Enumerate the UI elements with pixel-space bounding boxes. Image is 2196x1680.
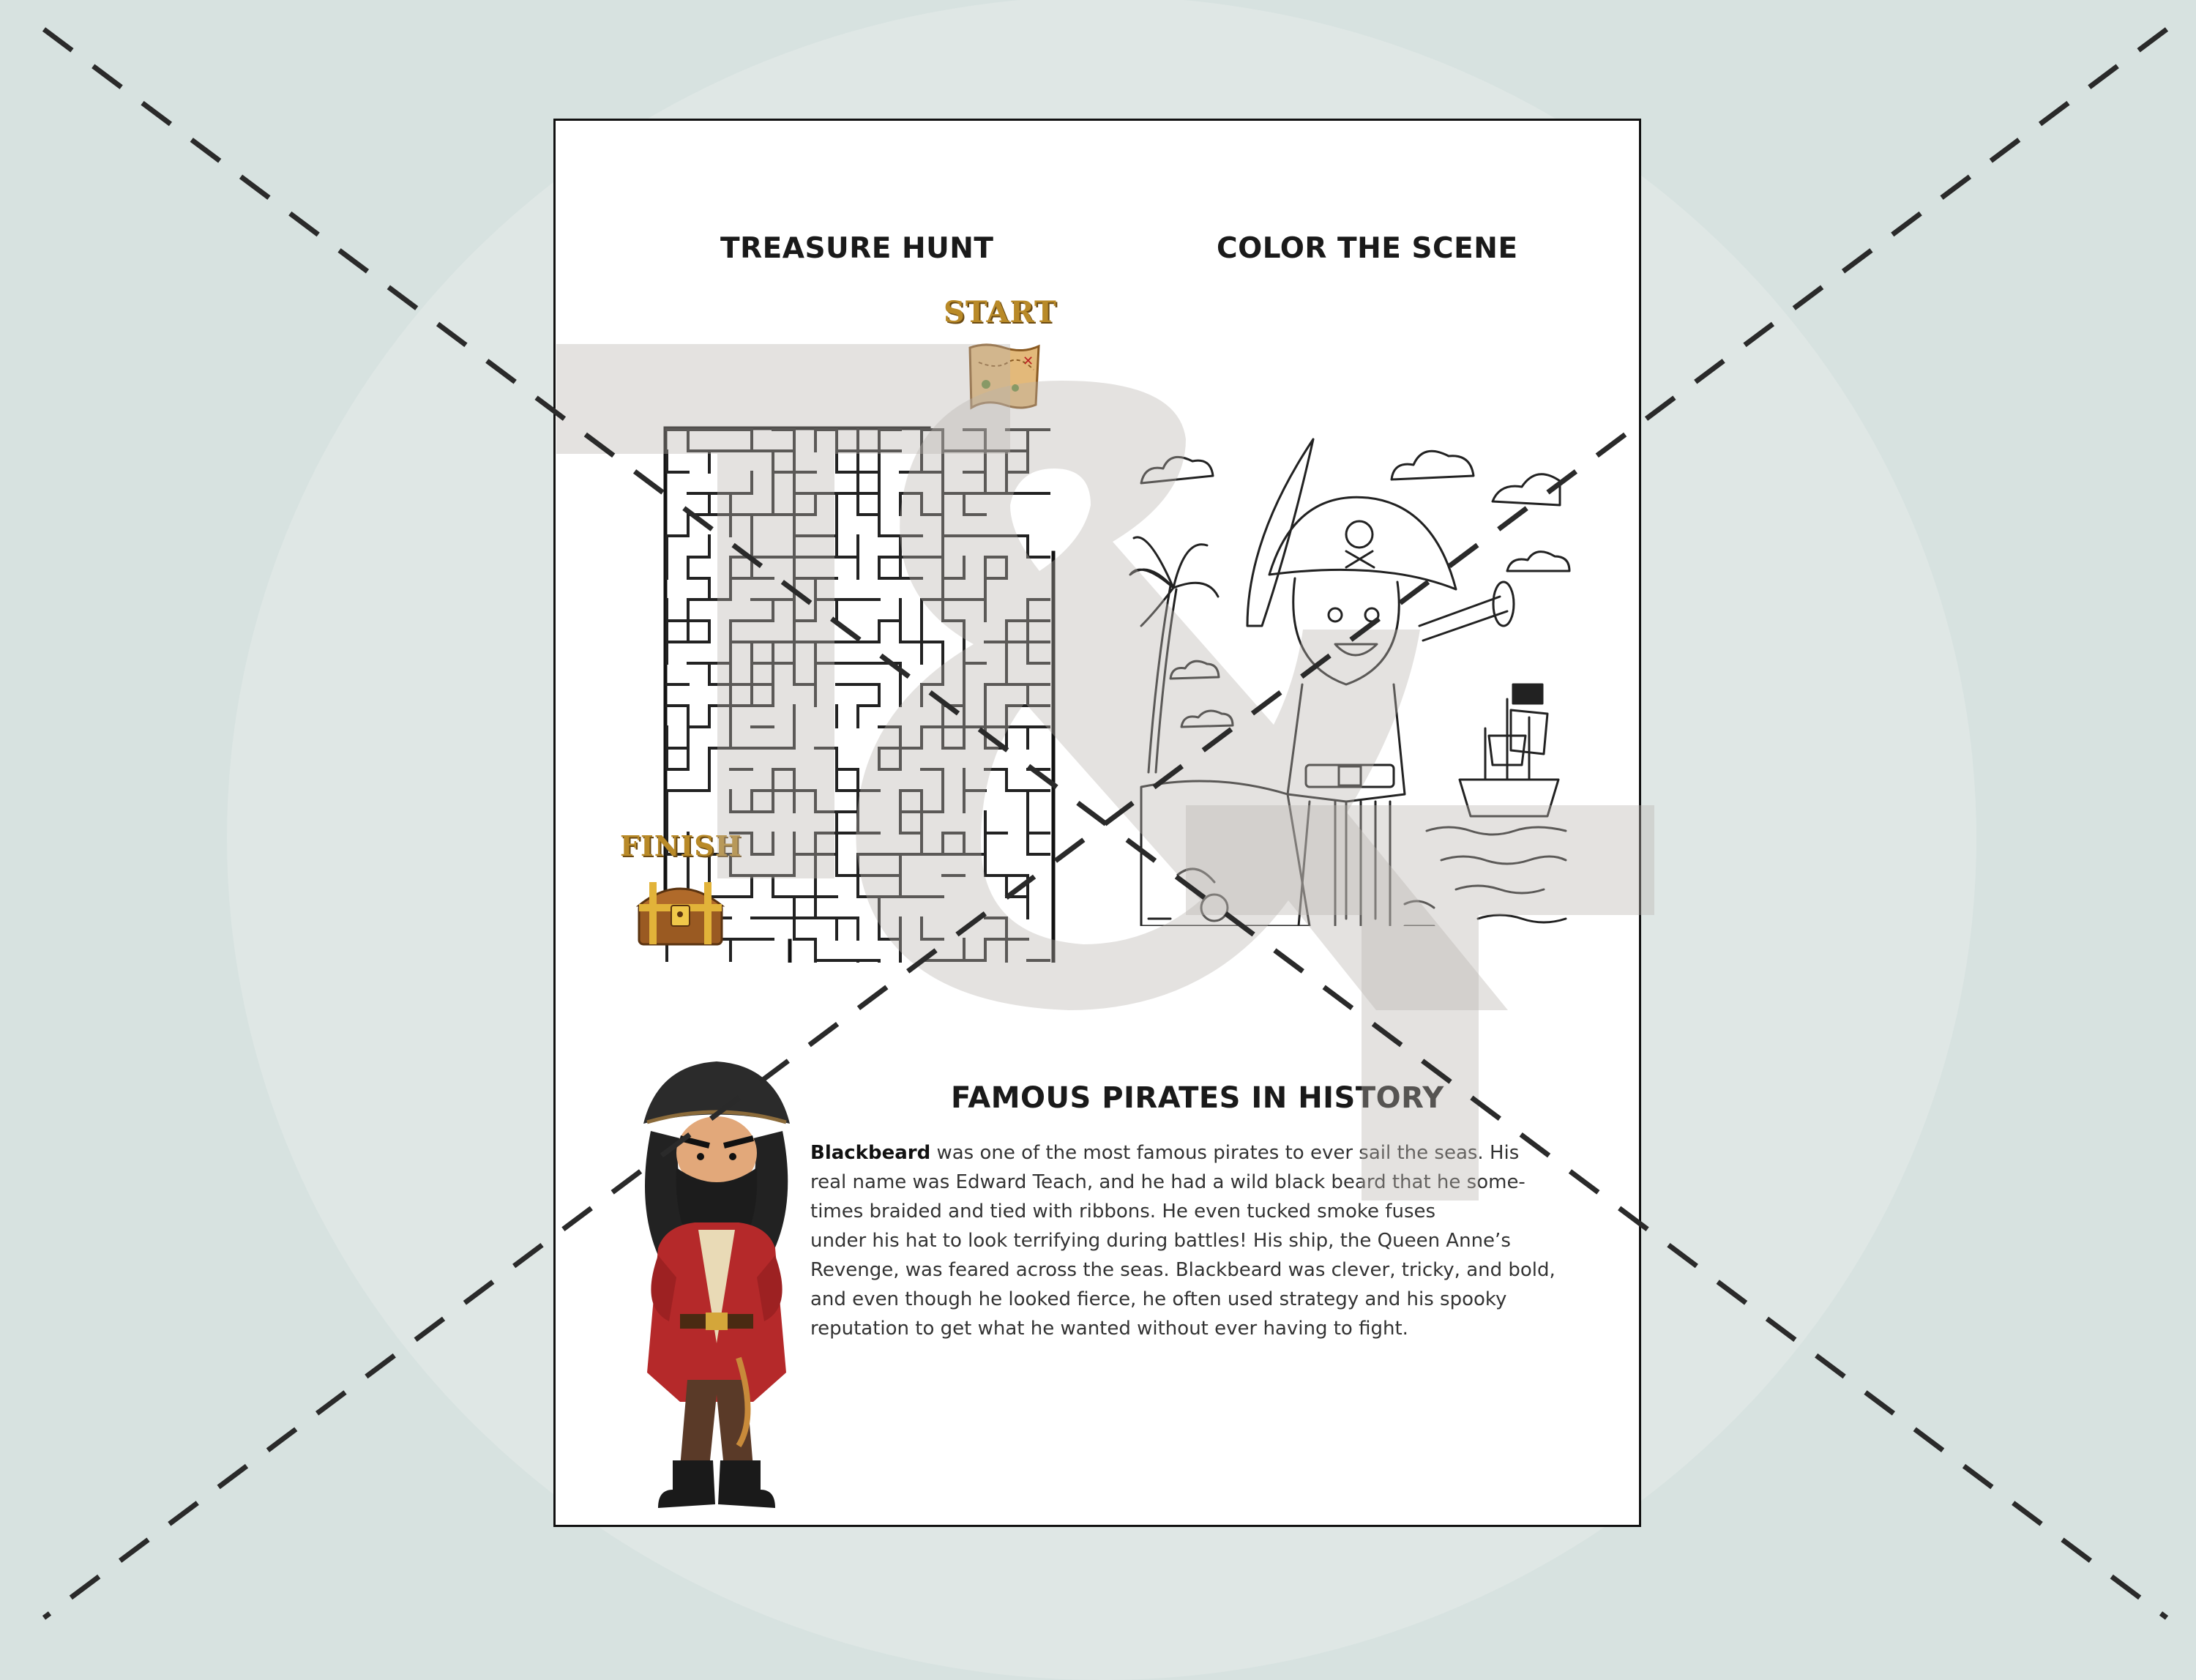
blackbeard-bio xyxy=(810,1138,1556,1343)
pirate-illustration xyxy=(629,1036,804,1526)
svg-text:✕: ✕ xyxy=(1023,354,1034,369)
treasure-chest-icon xyxy=(635,875,726,948)
coloring-scene-illustration xyxy=(1127,318,1575,926)
maze-title: TREASURE HUNT xyxy=(720,232,994,265)
bio-line-3: times braided and tied with ribbons. He even tucked smoke fuses xyxy=(810,1201,1436,1222)
bio-line-4: under his hat to look terrifying during battles! His ship, the Queen Anne’s xyxy=(810,1230,1511,1252)
maze-start-label: START xyxy=(944,295,1057,329)
pirate-name: Blackbeard xyxy=(810,1142,931,1164)
maze-finish-label: FINISH xyxy=(620,829,742,862)
bio-line-6: and even though he looked fierce, he often used strategy and his spooky xyxy=(810,1288,1507,1310)
bio-line-5: Revenge, was feared across the seas. Blackbeard was clever, tricky, and bold, xyxy=(810,1259,1556,1281)
bio-line-1: Blackbeard was one of the most famous pirates to ever sail the seas. His xyxy=(810,1142,1520,1164)
coloring-title: COLOR THE SCENE xyxy=(1217,232,1518,265)
bio-line-7: reputation to get what he wanted without ever having to fight. xyxy=(810,1318,1408,1340)
activity-page xyxy=(553,119,1641,1527)
coloring-scene xyxy=(1127,318,1575,926)
bio-line-2: real name was Edward Teach, and he had a wild black beard that he some- xyxy=(810,1171,1525,1193)
treasure-map-icon xyxy=(964,340,1045,414)
history-title: FAMOUS PIRATES IN HISTORY xyxy=(951,1081,1444,1115)
